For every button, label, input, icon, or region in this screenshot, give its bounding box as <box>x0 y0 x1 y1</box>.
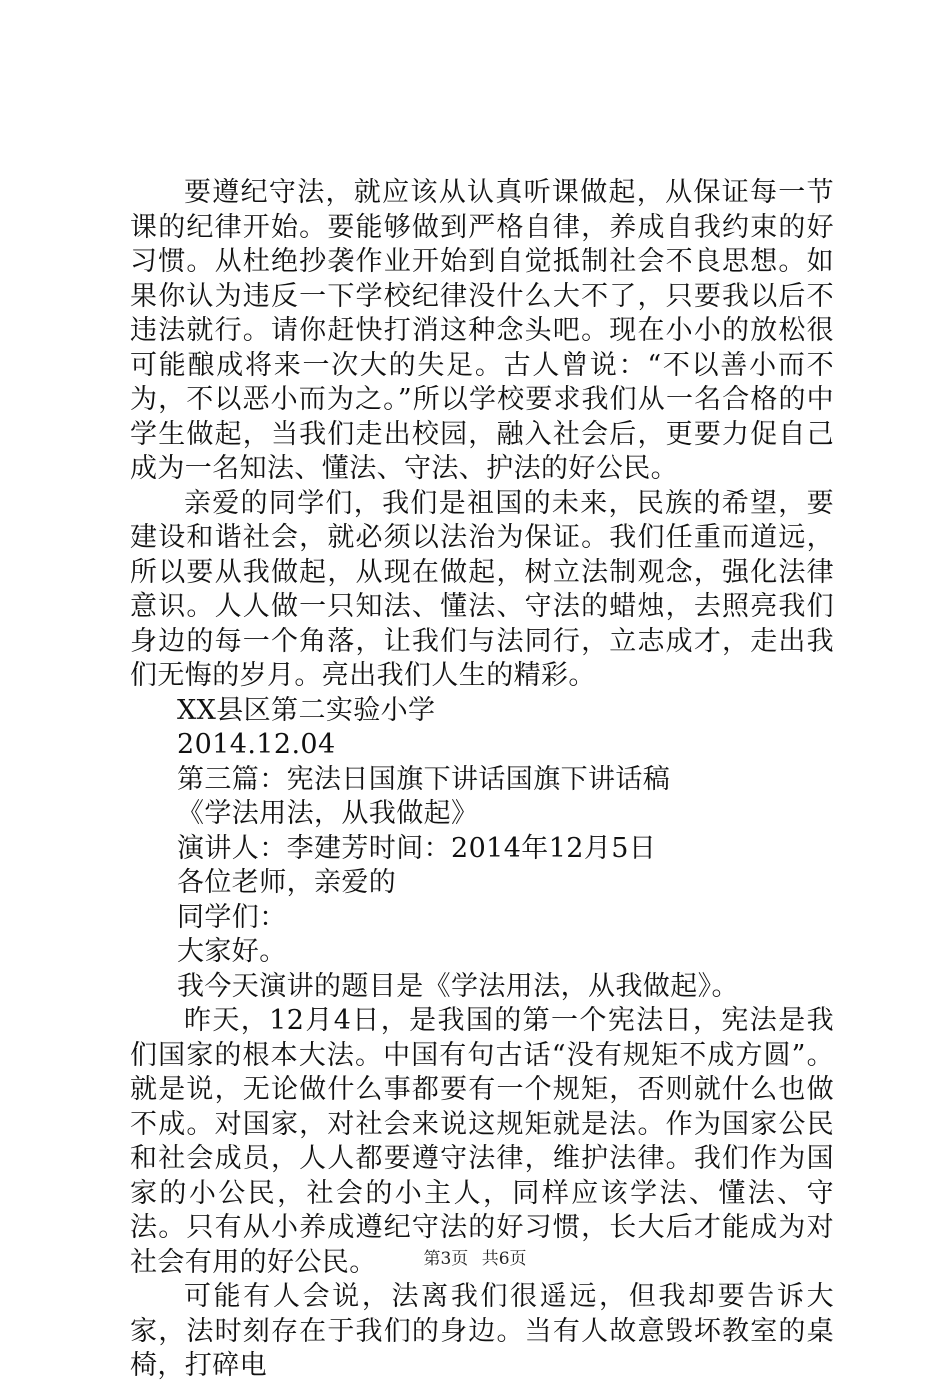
paragraph-classmates: 亲爱的同学们，我们是祖国的未来，民族的希望，要建设和谐社会，就必须以法治为保证。我们任重而道远，所以要从我做起，从现在做起，树立法制观念，强化法律意识。人人做一只知法、懂法、守法的蜡烛，去照亮我们身边的每一个角落，让我们与法同行，立志成才，走出我们无悔的岁月。亮出我们人生的精彩。 <box>130 487 834 691</box>
page-number: 第3页 <box>423 1249 469 1269</box>
topic-line: 我今天演讲的题目是《学法用法，从我做起》。 <box>177 970 739 1002</box>
signature-date: 2014.12.04 <box>177 729 336 760</box>
paragraph-constitution-day: 昨天，12月4日，是我国的第一个宪法日，宪法是我们国家的根本大法。中国有句古话“没有规矩不成方圆”。就是说，无论做什么事都要有一个规矩，否则就什么也做不成。对国家，对社会来说这规矩就是法。作为国家公民和社会成员，人人都要遵守法律，维护法律。我们作为国家的小公民，社会的小主人，同样应该学法、懂法、守法。只有从小养成遵纪守法的好习惯，长大后才能成为对社会有用的好公民。 <box>130 1005 834 1278</box>
greeting-hello: 大家好。 <box>177 936 287 967</box>
greeting-teachers: 各位老师，亲爱的 <box>177 867 397 898</box>
speaker-line: 演讲人：李建芳时间：2014年12月5日 <box>177 832 657 864</box>
speech-title: 《学法用法，从我做起》 <box>177 798 479 829</box>
section-title: 第三篇：宪法日国旗下讲话国旗下讲话稿 <box>177 763 671 795</box>
signature-school: XX县区第二实验小学 <box>177 694 436 726</box>
greeting-students: 同学们： <box>177 901 287 933</box>
page-total: 共6页 <box>481 1249 527 1269</box>
page-footer <box>0 1244 950 1269</box>
document-body <box>130 176 834 1384</box>
paragraph-discipline: 要遵纪守法，就应该从认真听课做起，从保证每一节课的纪律开始。要能够做到严格自律，养成自我约束的好习惯。从杜绝抄袭作业开始到自觉抵制社会不良思想。如果你认为违反一下学校纪律没什么大不了，只要我以后不违法就行。请你赶快打消这种念头吧。现在小小的放松很可能酿成将来一次大的失足。古人曾说：“不以善小而不为，不以恶小而为之。”所以学校要求我们从一名合格的中学生做起，当我们走出校园，融入社会后，更要力促自己成为一名知法、懂法、守法、护法的好公民。 <box>130 177 834 484</box>
paragraph-law-around-us: 可能有人会说，法离我们很遥远，但我却要告诉大家，法时刻存在于我们的身边。当有人故意毁坏教室的桌椅，打碎电 <box>130 1281 834 1381</box>
